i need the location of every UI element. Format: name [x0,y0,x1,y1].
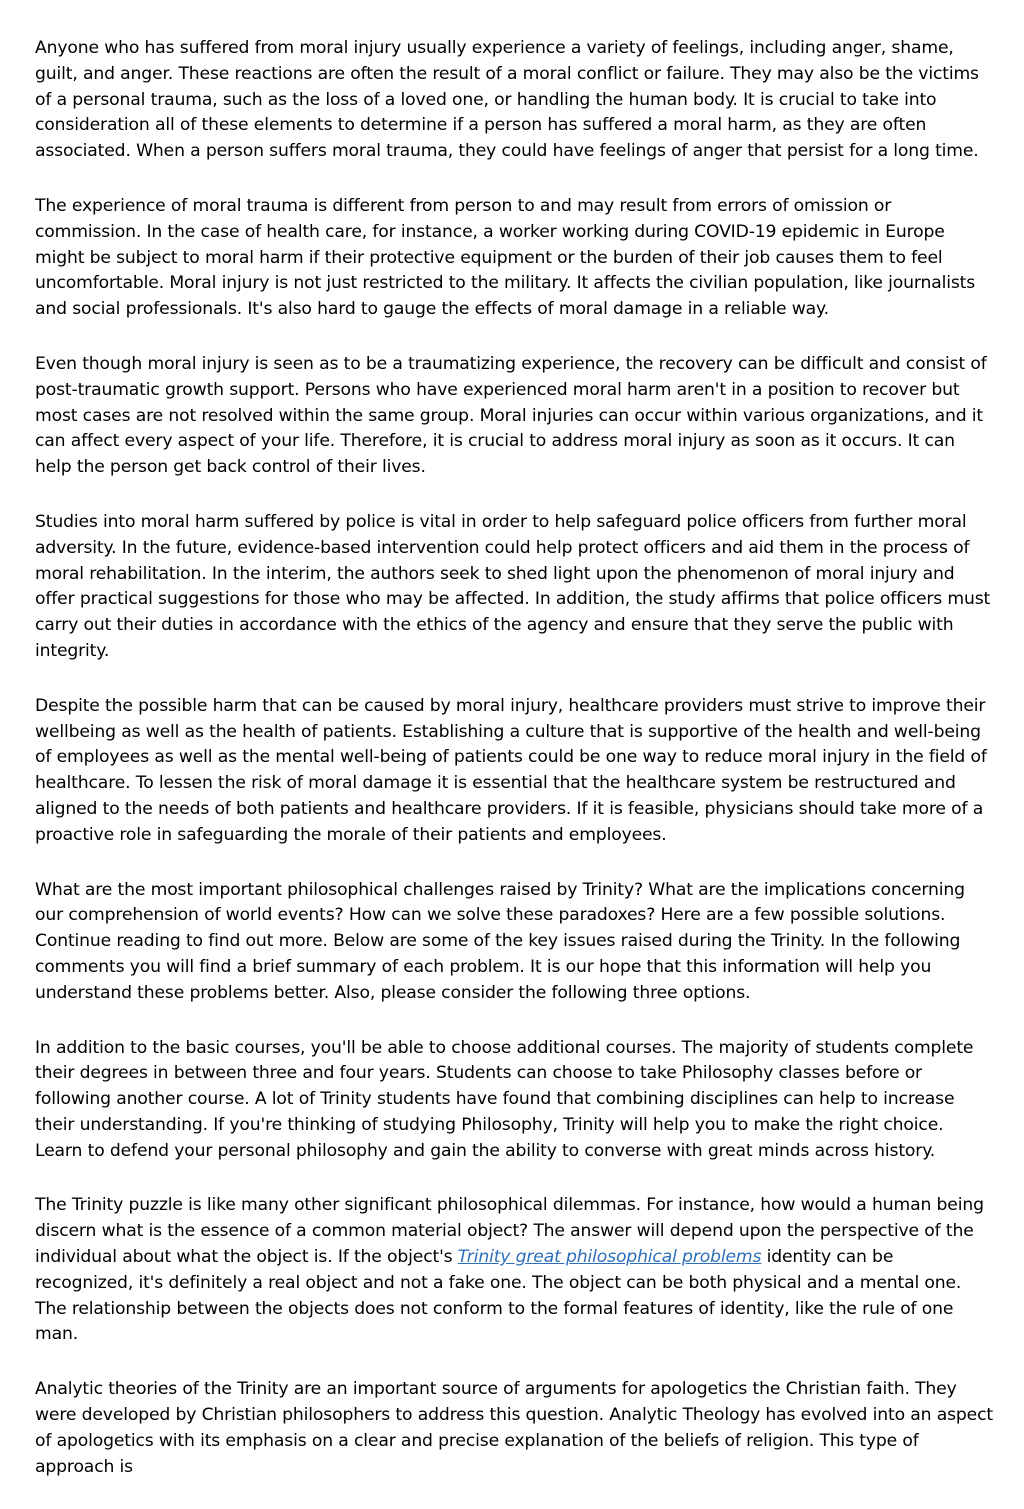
paragraph-4: Studies into moral harm suffered by police is vital in order to help safeguard police officers from further moral adversity. In the future, evidence-based intervention could help protect officers and aid them in the process of moral rehabilitation. In the interim, the authors seek to shed light upon the phenomenon of moral injury and offer practical suggestions for those who may be affected. In addition, the study affirms that police officers must carry out their duties in accordance with the ethics of the agency and ensure that they serve the public with integrity. [35,511,991,661]
paragraph-8-text-before-link: The Trinity puzzle is like many other significant philosophical dilemmas. For instance, how would a human being discern what is the essence of a common material object? The answer will depend upon the perspective of the individual about what the object is. If the object's [35,1195,984,1268]
trinity-problems-link[interactable]: Trinity great philosophical problems [457,1247,762,1268]
paragraph-3: Even though moral injury is seen as to be a traumatizing experience, the recovery can be difficult and consist of post-traumatic growth support. Persons who have experienced moral harm aren't in a position to recover but most cases are not resolved within the same group. Moral injuries can occur within various organizations, and it can affect every aspect of your life. Therefore, it is crucial to address moral injury as soon as it occurs. It can help the person get back control of their lives. [35,353,987,478]
paragraph-5: Despite the possible harm that can be caused by moral injury, healthcare providers must strive to improve their wellbeing as well as the health of patients. Establishing a culture that is supportive of the health and well-being of employees as well as the mental well-being of patients could be one way to reduce moral injury in the field of healthcare. To lessen the risk of moral damage it is essential that the healthcare system be restructured and aligned to the needs of both patients and healthcare providers. If it is feasible, physicians should take more of a proactive role in safeguarding the morale of their patients and employees. [35,695,987,845]
paragraph-2: The experience of moral trauma is different from person to and may result from errors of omission or commission. In the case of health care, for instance, a worker working during COVID-19 epidemic in Europe might be subject to moral harm if their protective equipment or the burden of their job causes them to feel uncomfortable. Moral injury is not just restricted to the military. It affects the civilian population, like journalists and social professionals. It's also hard to gauge the effects of moral damage in a reliable way. [35,195,976,320]
paragraph-1: Anyone who has suffered from moral injury usually experience a variety of feelings, including anger, shame, guilt, and anger. These reactions are often the result of a moral conflict or failure. They may also be the victims of a personal trauma, such as the loss of a loved one, or handling the human body. It is crucial to take into consideration all of these elements to determine if a person has suffered a moral harm, as they are often associated. When a person suffers moral trauma, they could have feelings of anger that persist for a long time. [35,38,979,162]
paragraph-6: What are the most important philosophical challenges raised by Trinity? What are the implications concerning our comprehension of world events? How can we solve these paradoxes? Here are a few possible solutions. Continue reading to find out more. Below are some of the key issues raised during the Trinity. In the following comments you will find a brief summary of each problem. It is our hope that this information will help you understand these problems better. Also, please consider the following three options. [35,879,965,1003]
paragraph-9: Analytic theories of the Trinity are an important source of arguments for apologetics the Christian faith. They were developed by Christian philosophers to address this question. Analytic Theology has evolved into an aspect of apologetics with its emphasis on a clear and precise explanation of the beliefs of religion. This type of approach is [35,1379,993,1477]
paragraph-8-text-after-link: identity can be recognized, it's definitely a real object and not a fake one. The object can be both physical and a mental one. The relationship between the objects does not conform to the formal features of identity, like the rule of one man. [35,1247,962,1345]
document-body [35,36,995,1509]
paragraph-7: In addition to the basic courses, you'll be able to choose additional courses. The majority of students complete their degrees in between three and four years. Students can choose to take Philosophy classes before or following another course. A lot of Trinity students have found that combining disciplines can help to increase their understanding. If you're thinking of studying Philosophy, Trinity will help you to make the right choice. Learn to defend your personal philosophy and gain the ability to converse with great minds across history. [35,1037,974,1161]
paragraph-8 [35,1193,995,1348]
